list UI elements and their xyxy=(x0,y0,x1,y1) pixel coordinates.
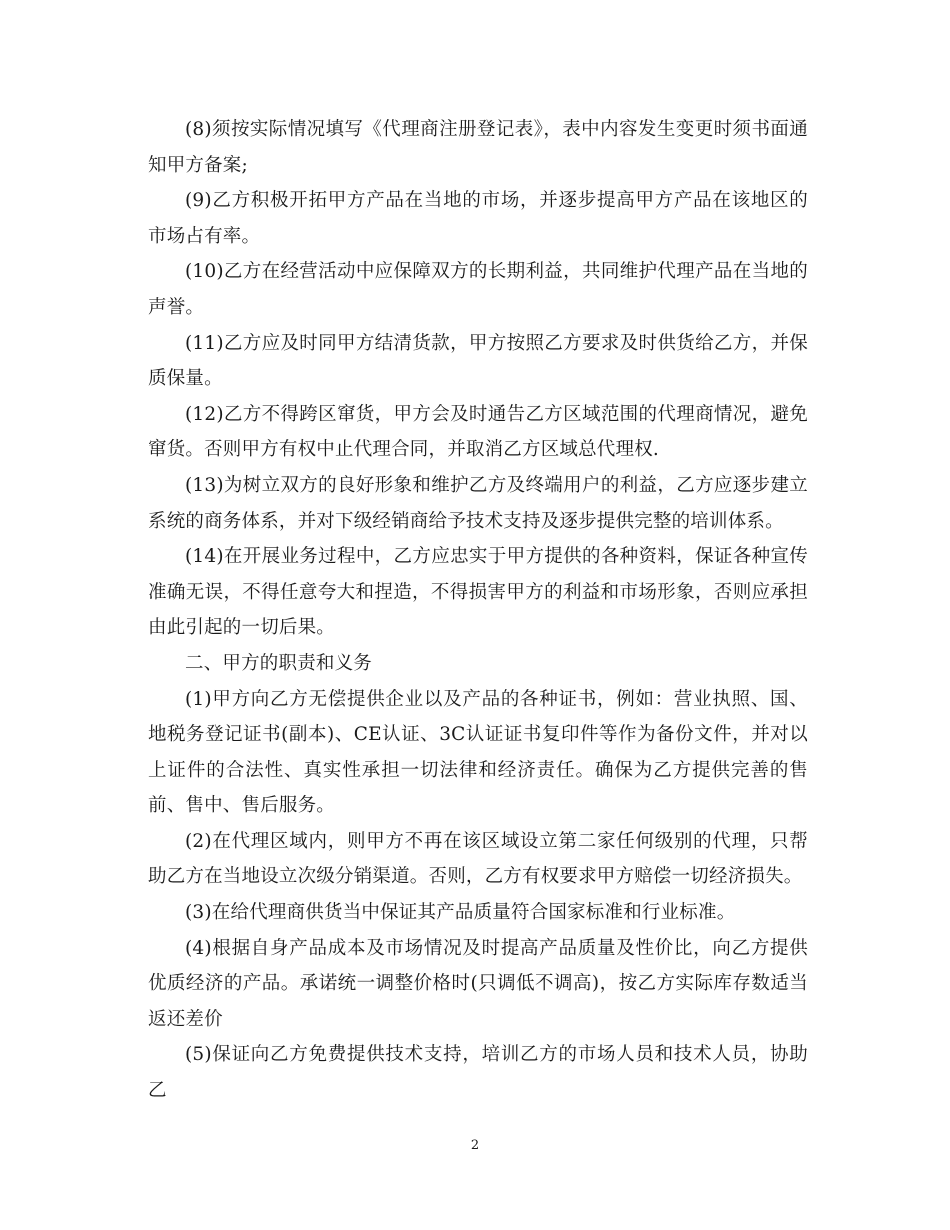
clause-12: (12)乙方不得跨区窜货，甲方会及时通告乙方区域范围的代理商情况，避免窜货。否则甲方有权中止代理合同，并取消乙方区域总代理权. xyxy=(148,403,808,461)
party-a-clause-1: (1)甲方向乙方无偿提供企业以及产品的各种证书，例如：营业执照、国、地税务登记证书(副本)、CE认证、3C认证证书复印件等作为备份文件，并对以上证件的合法性、真实性承担一切法律和经济责任。确保为乙方提供完善的售前、售中、售后服务。 xyxy=(148,688,808,817)
clause-14: (14)在开展业务过程中，乙方应忠实于甲方提供的各种资料，保证各种宣传准确无误，不得任意夸大和捏造，不得损害甲方的利益和市场形象，否则应承担由此引起的一切后果。 xyxy=(148,546,808,639)
page-number: 2 xyxy=(470,1138,480,1153)
clause-10: (10)乙方在经营活动中应保障双方的长期利益，共同维护代理产品在当地的声誉。 xyxy=(148,261,808,318)
clause-11: (11)乙方应及时同甲方结清货款，甲方按照乙方要求及时供货给乙方，并保质保量。 xyxy=(148,332,808,390)
document-body xyxy=(148,112,808,1109)
party-a-clause-5: (5)保证向乙方免费提供技术支持，培训乙方的市场人员和技术人员，协助乙 xyxy=(148,1044,808,1102)
clause-9: (9)乙方积极开拓甲方产品在当地的市场，并逐步提高甲方产品在该地区的市场占有率。 xyxy=(148,190,808,247)
party-a-clause-3: (3)在给代理商供货当中保证其产品质量符合国家标准和行业标准。 xyxy=(185,902,736,924)
clause-13: (13)为树立双方的良好形象和维护乙方及终端用户的利益，乙方应逐步建立系统的商务体系，并对下级经销商给予技术支持及逐步提供完整的培训体系。 xyxy=(148,474,808,532)
party-a-clause-4: (4)根据自身产品成本及市场情况及时提高产品质量及性价比，向乙方提供优质经济的产品。承诺统一调整价格时(只调低不调高)，按乙方实际库存数适当返还差价 xyxy=(148,937,808,1030)
section-heading: 二、甲方的职责和义务 xyxy=(185,652,373,674)
party-a-clause-2: (2)在代理区域内，则甲方不再在该区域设立第二家任何级别的代理，只帮助乙方在当地设立次级分销渠道。否则，乙方有权要求甲方赔偿一切经济损失。 xyxy=(148,830,808,888)
clause-8: (8)须按实际情况填写《代理商注册登记表》，表中内容发生变更时须书面通知甲方备案; xyxy=(148,119,808,176)
